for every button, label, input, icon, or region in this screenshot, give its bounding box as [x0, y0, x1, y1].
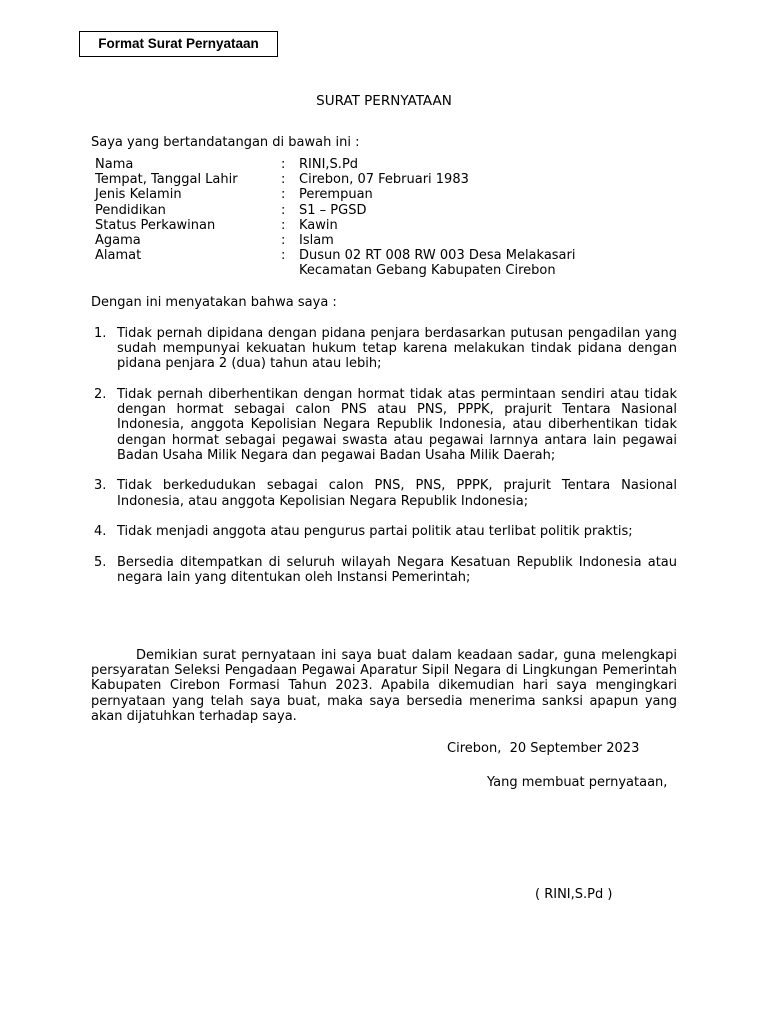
list-text: Tidak pernah dipidana dengan pidana penjara berdasarkan putusan pengadilan yang sudah mempunyai kekuatan hukum tetap karena melakukan tindak pidana dengan pidana penjara 2 (dua) tahun atau lebih;: [117, 326, 677, 372]
identity-colon: :: [281, 172, 286, 188]
intro-text: Saya yang bertandatangan di bawah ini :: [91, 135, 360, 150]
list-item: [91, 326, 677, 372]
identity-row-education: [95, 203, 576, 218]
address-line-1: Dusun 02 RT 008 RW 003 Desa Melakasari: [299, 248, 576, 264]
identity-row-nama: [95, 157, 576, 172]
identity-label: Jenis Kelamin: [95, 187, 182, 203]
identity-row-address: [95, 248, 576, 278]
list-item: [91, 478, 677, 508]
identity-value: [299, 248, 576, 278]
list-text: Bersedia ditempatkan di seluruh wilayah Negara Kesatuan Republik Indonesia atau negara lain yang ditentukan oleh Instansi Pemerintah;: [117, 554, 677, 585]
list-item: [91, 524, 677, 539]
identity-colon: :: [281, 202, 286, 218]
signer-name: ( RINI,S.Pd ): [535, 887, 613, 902]
identity-value: Islam: [299, 233, 334, 249]
declaration-intro: Dengan ini menyatakan bahwa saya :: [91, 295, 337, 310]
identity-colon: :: [281, 217, 286, 233]
identity-value: Kawin: [299, 217, 338, 233]
identity-colon: :: [281, 157, 286, 172]
format-label-box: Format Surat Pernyataan: [79, 31, 278, 57]
identity-label: Pendidikan: [95, 202, 166, 218]
closing-paragraph: Demikian surat pernyataan ini saya buat dalam keadaan sadar, guna melengkapi persyaratan Seleksi Pengadaan Pegawai Aparatur Sipil Negara di Lingkungan Pemerintah Kabupaten Cirebon Formasi Tahun 2023. Apabila dikemudian hari saya mengingkari pernyataan yang telah saya buat, maka saya bersedia menerima sanksi apapun yang akan dijatuhkan terhadap saya.: [91, 648, 677, 724]
place-date: Cirebon, 20 September 2023: [447, 741, 640, 756]
list-number: 2.: [94, 387, 107, 402]
signer-label: Yang membuat pernyataan,: [487, 775, 668, 790]
identity-value: S1 – PGSD: [299, 202, 367, 218]
identity-row-marital: [95, 218, 576, 233]
identity-label: Status Perkawinan: [95, 217, 216, 233]
identity-value: RINI,S.Pd: [299, 157, 359, 172]
list-text: Tidak berkedudukan sebagai calon PNS, PNS, PPPK, prajurit Tentara Nasional Indonesia, atau anggota Kepolisian Negara Republik Indonesia;: [117, 478, 677, 509]
list-number: 1.: [94, 326, 107, 341]
identity-colon: :: [281, 187, 286, 203]
identity-label: Agama: [95, 233, 141, 249]
identity-value: Cirebon, 07 Februari 1983: [299, 172, 469, 188]
statement-list: [91, 326, 677, 601]
list-item: [91, 555, 677, 585]
list-item: [91, 387, 677, 463]
list-number: 5.: [94, 554, 107, 570]
identity-row-religion: [95, 233, 576, 248]
identity-colon: :: [281, 248, 286, 264]
identity-colon: :: [281, 233, 286, 249]
address-line-2: Kecamatan Gebang Kabupaten Cirebon: [299, 263, 556, 279]
identity-row-gender: [95, 187, 576, 202]
list-text: Tidak pernah diberhentikan dengan hormat tidak atas permintaan sendiri atau tidak dengan hormat sebagai calon PNS atau PNS, PPPK, prajurit Tentara Nasional Indonesia, anggota Kepolisian Negara Republik Indonesia, atau diberhentikan tidak dengan hormat sebagai pegawai swasta atau pegawai larnnya antara lain pegawai Badan Usaha Milik Negara dan pegawai Badan Usaha Milik Daerah;: [117, 387, 677, 463]
list-text: Tidak menjadi anggota atau pengurus partai politik atau terlibat politik praktis;: [117, 524, 633, 540]
identity-table: [95, 157, 576, 279]
identity-label: Tempat, Tanggal Lahir: [95, 172, 238, 188]
list-number: 3.: [94, 478, 107, 494]
identity-row-ttl: [95, 172, 576, 187]
identity-label: Nama: [95, 157, 134, 172]
identity-label: Alamat: [95, 248, 142, 264]
document-title: SURAT PERNYATAAN: [316, 93, 452, 109]
list-number: 4.: [94, 524, 107, 540]
identity-value: Perempuan: [299, 187, 373, 203]
